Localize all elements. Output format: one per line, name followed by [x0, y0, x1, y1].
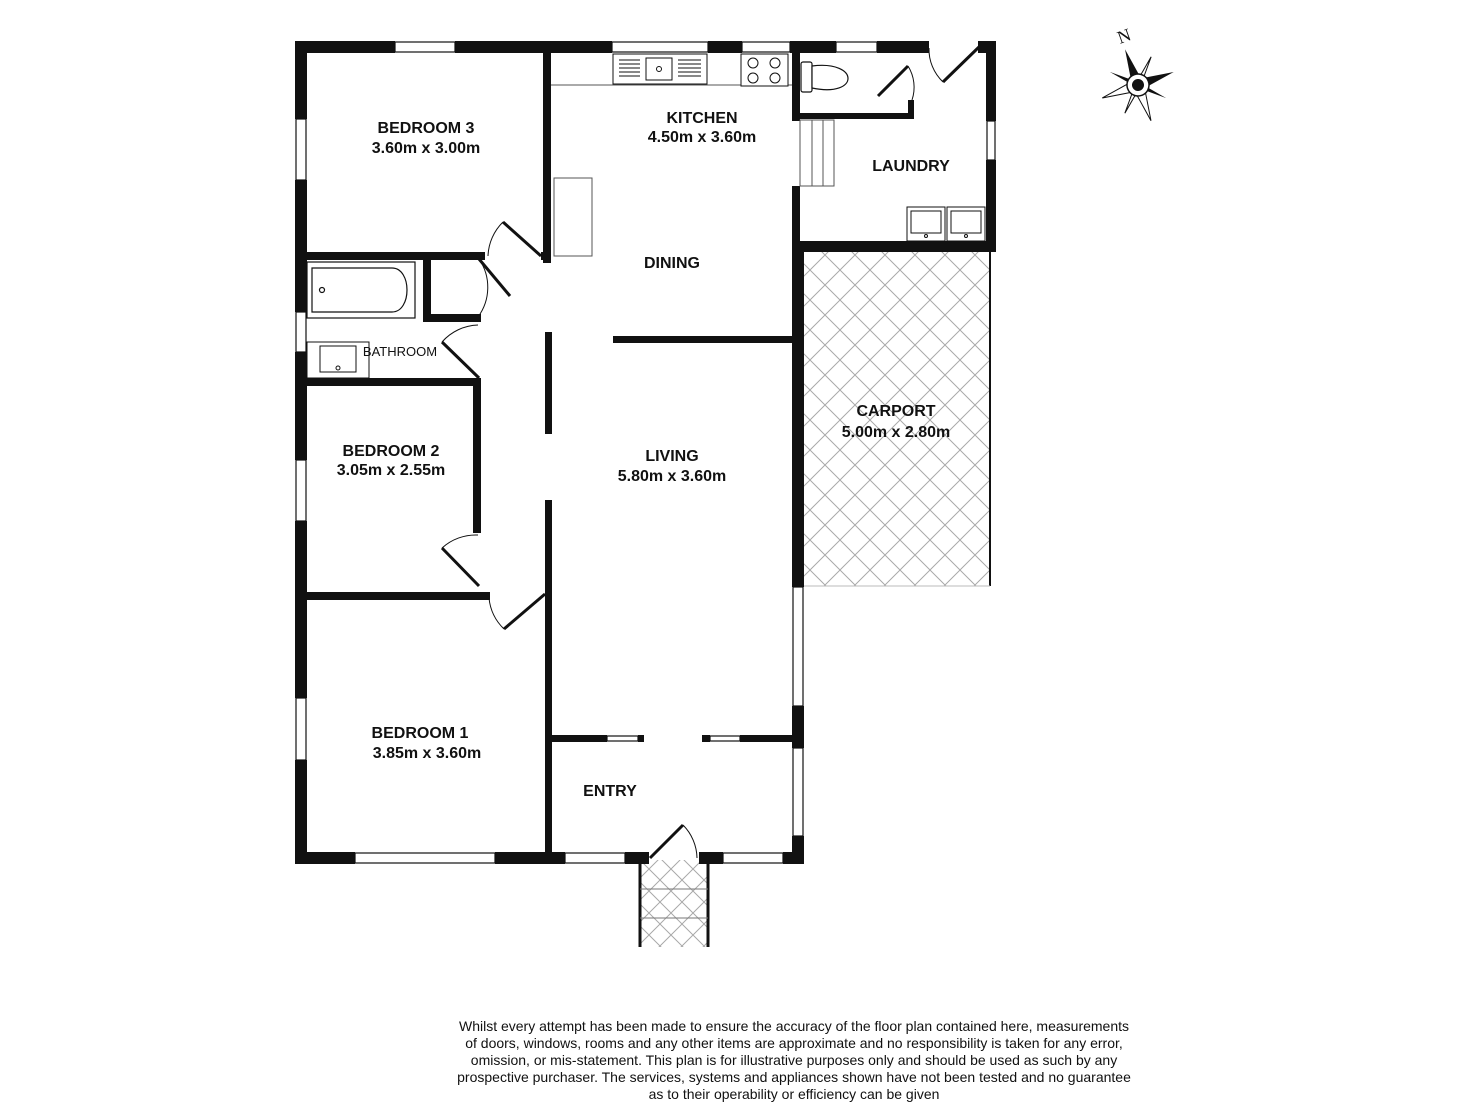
laundry-name: LAUNDRY: [872, 158, 950, 175]
carport-name: CARPORT: [856, 403, 936, 420]
dining-name: DINING: [644, 255, 700, 272]
compass-north-label: N: [1114, 24, 1134, 48]
bedroom2-name: BEDROOM 2: [342, 443, 440, 460]
bedroom3-name: BEDROOM 3: [377, 120, 475, 137]
kitchen-name: KITCHEN: [666, 110, 738, 127]
bathtub-icon: [307, 262, 415, 318]
disclaimer-line: Whilst every attempt has been made to ensure the accuracy of the floor plan contained here, measurements: [458, 1018, 1130, 1034]
kitchen-sink-icon: [613, 54, 707, 84]
living-dims: 5.80m x 3.60m: [617, 468, 727, 485]
bedroom1-name: BEDROOM 1: [371, 725, 469, 742]
disclaimer-line: omission, or mis-statement. This plan is for illustrative purposes only and should be used as such by any: [470, 1052, 1118, 1068]
disclaimer-line: prospective purchaser. The services, systems and appliances shown have not been tested and no guarantee: [457, 1069, 1131, 1085]
bedroom1-dims: 3.85m x 3.60m: [372, 745, 482, 762]
bedroom2-dims: 3.05m x 2.55m: [336, 462, 446, 479]
compass-rose-icon: [1089, 36, 1186, 133]
kitchen-dims: 4.50m x 3.60m: [647, 129, 757, 146]
cooktop-icon: [741, 54, 788, 86]
carport-dims: 5.00m x 2.80m: [841, 424, 951, 441]
laundry-shelves: [800, 120, 834, 186]
entry-steps: [640, 860, 708, 947]
disclaimer-line: of doors, windows, rooms and any other items are approximate and no responsibility is taken for any error,: [465, 1035, 1123, 1051]
bedroom3-dims: 3.60m x 3.00m: [371, 140, 481, 157]
bathroom-name: BATHROOM: [362, 344, 438, 359]
entry-name: ENTRY: [583, 783, 637, 800]
vanity-icon: [307, 342, 369, 378]
laundry-tubs-icon: [907, 207, 985, 241]
toilet-icon: [801, 62, 848, 92]
disclaimer-line: as to their operability or efficiency can be given: [648, 1086, 940, 1102]
disclaimer-text: [420, 1018, 1168, 1103]
living-name: LIVING: [645, 448, 699, 465]
